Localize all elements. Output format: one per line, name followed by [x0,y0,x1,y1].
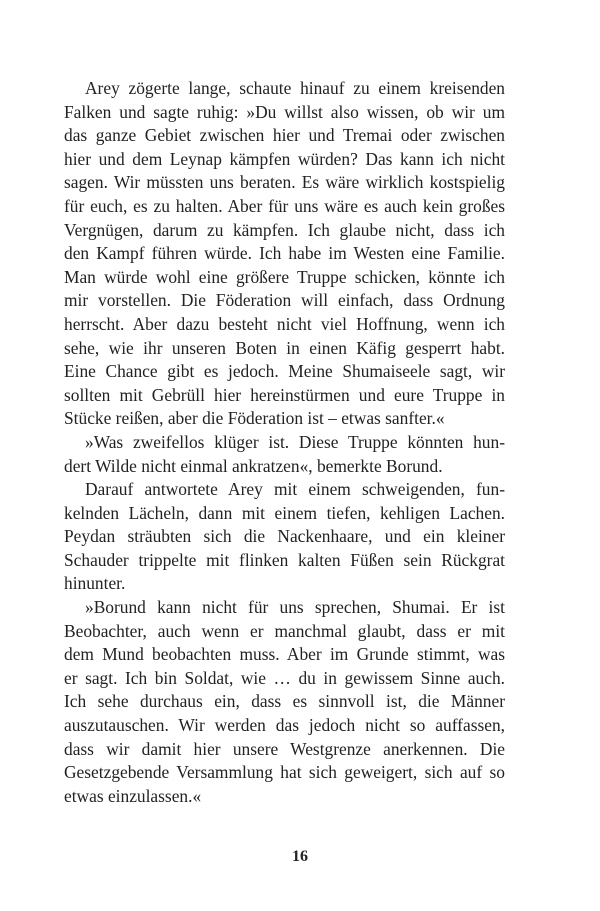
text-line: Peydan sträubten sich die Nackenhaare, und ein kleiner [64,526,505,547]
text-line: Eine Chance gibt es jedoch. Meine Shumaiseele sagt, wir [64,361,505,382]
text-line: etwas einzulassen.« [64,785,202,806]
text-line: für euch, es zu halten. Aber für uns wäre es auch kein großes [64,195,505,216]
text-line: sollten mit Gebrüll hier hereinstürmen und eure Truppe in [64,384,505,405]
page-number: 16 [292,848,308,865]
text-line: dass wir damit hier unsere Westgrenze anerkennen. Die [64,738,505,759]
text-line: »Borund kann nicht für uns sprechen, Shumai. Er ist [85,597,505,618]
text-line: er sagt. Ich bin Soldat, wie … du in gewissem Sinne auch. [64,667,505,688]
text-line: hinunter. [64,573,126,594]
body-text [64,77,505,808]
text-line: Ich sehe durchaus ein, dass es sinnvoll ist, die Männer [64,691,505,712]
text-line: Arey zögerte lange, schaute hinauf zu einem kreisenden [85,78,505,98]
text-line: Gesetzgebende Versammlung hat sich geweigert, sich auf so [64,762,505,783]
text-line: den Kampf führen würde. Ich habe im Westen eine Familie. [64,243,505,264]
text-line: Darauf antwortete Arey mit einem schweigenden, fun- [85,479,505,500]
text-line: mir vorstellen. Die Föderation will einfach, dass Ordnung [64,290,505,311]
text-line: sagen. Wir müssten uns beraten. Es wäre wirklich kostspielig [64,172,505,193]
text-line: hier und dem Leynap kämpfen würden? Das kann ich nicht [64,148,505,169]
text-line: »Was zweifellos klüger ist. Diese Truppe könnten hun- [85,431,505,452]
text-line: auszutauschen. Wir werden das jedoch nicht so auffassen, [64,715,505,736]
text-line: Man würde wohl eine größere Truppe schicken, könnte ich [64,266,505,287]
text-line: Beobachter, auch wenn er manchmal glaubt, dass er mit [64,620,505,641]
text-line: Stücke reißen, aber die Föderation ist – etwas sanfter.« [64,408,445,429]
text-line: dem Mund beobachten muss. Aber im Grunde stimmt, was [64,644,505,665]
text-line: Schauder trippelte mit flinken kalten Füßen sein Rückgrat [64,549,505,570]
text-line: Falken und sagte ruhig: »Du willst also wissen, ob wir um [64,101,505,122]
text-line: das ganze Gebiet zwischen hier und Tremai oder zwischen [64,125,505,146]
text-line: Vergnügen, darum zu kämpfen. Ich glaube nicht, dass ich [64,219,505,240]
text-line: kelnden Lächeln, dann mit einem tiefen, kehligen Lachen. [64,502,505,523]
text-line: herrscht. Aber dazu besteht nicht viel Hoffnung, wenn ich [64,313,505,334]
text-line: dert Wilde nicht einmal ankratzen«, bemerkte Borund. [64,455,443,476]
text-line: sehe, wie ihr unseren Boten in einen Käfig gesperrt habt. [64,337,505,358]
